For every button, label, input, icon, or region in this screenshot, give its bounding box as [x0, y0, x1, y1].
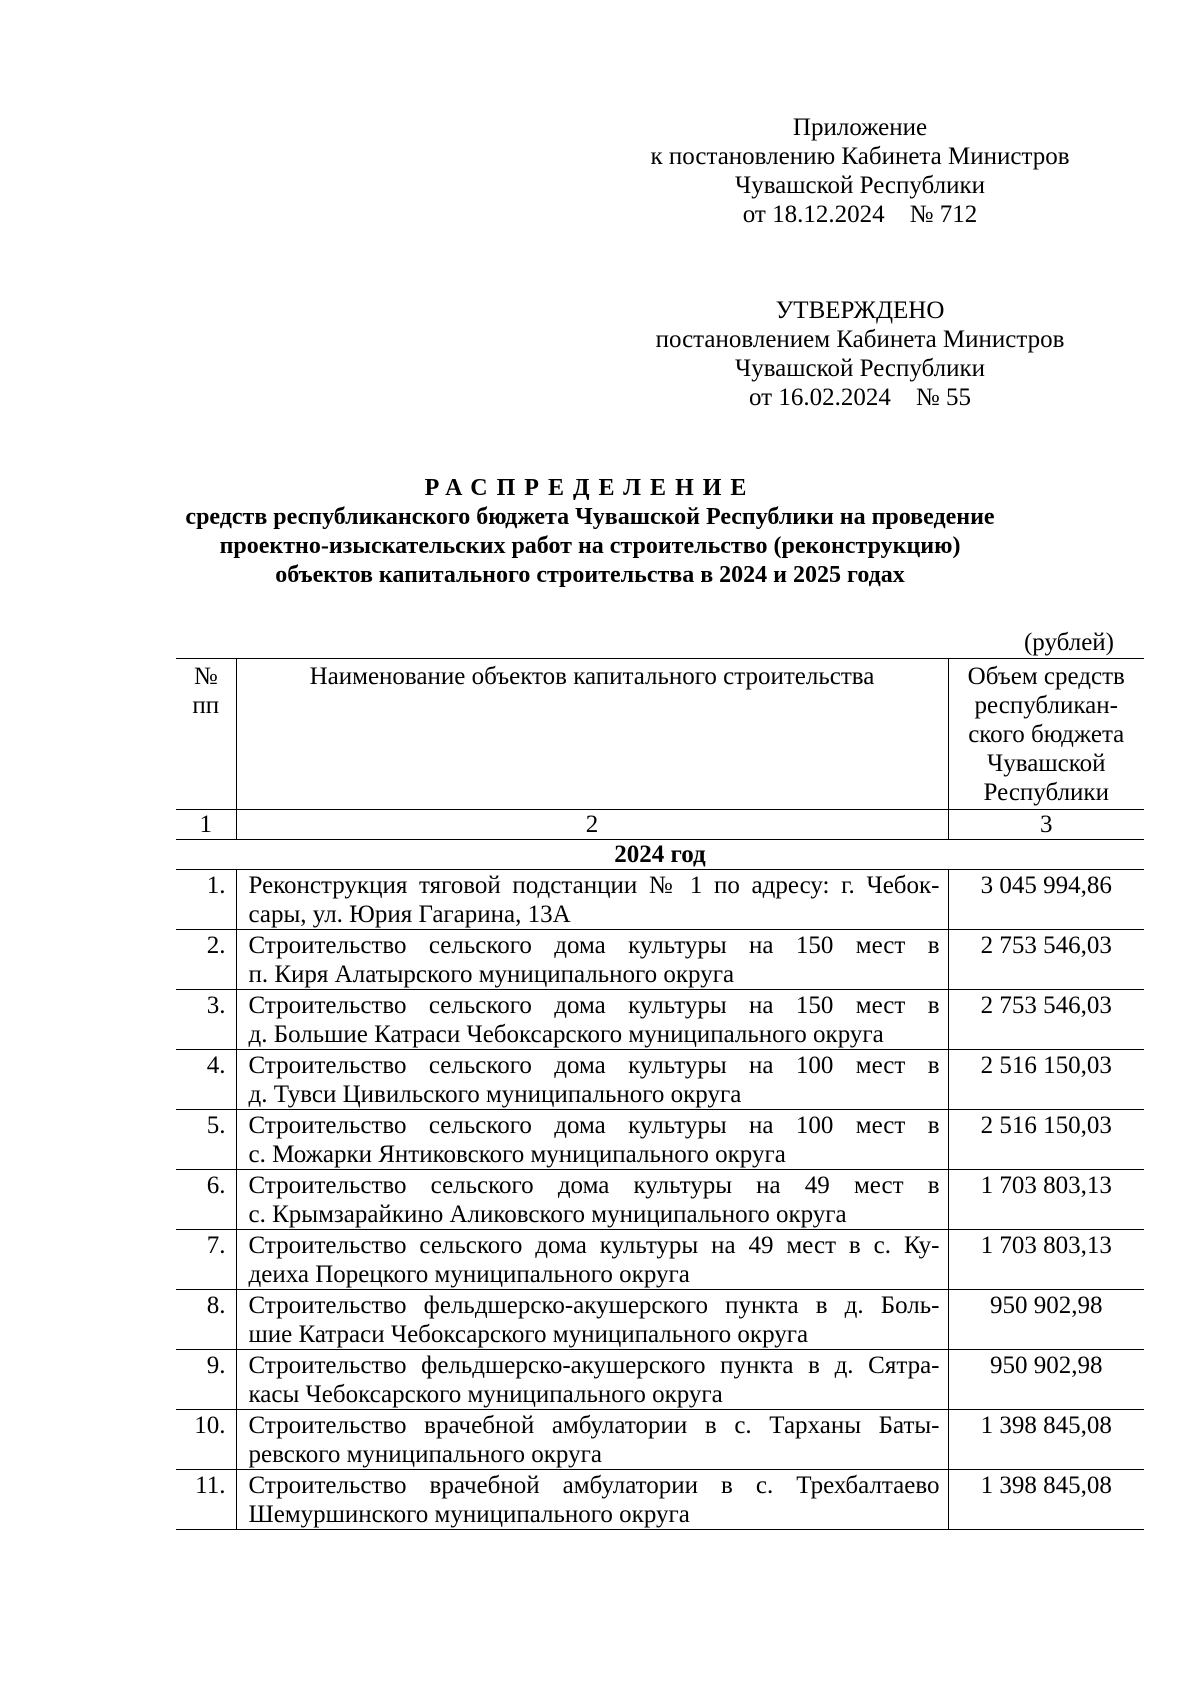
row-object-name-line-2: д. Большие Катраси Чебоксарского муниципального округа [248, 1021, 884, 1048]
row-object-name [236, 1170, 948, 1230]
header-name [236, 659, 948, 810]
header-sum-line-1: Объем средств [967, 663, 1125, 690]
row-object-name-line-2: с. Можарки Янтиковского муниципального округа [248, 1141, 786, 1168]
row-amount: 1 398 845,08 [948, 1470, 1144, 1530]
row-amount: 1 398 845,08 [948, 1410, 1144, 1470]
row-object-name [236, 1050, 948, 1110]
title-line-1: средств республиканского бюджета Чувашской Республики на проведение [185, 504, 995, 530]
row-object-name-line-2: Шемуршинского муниципального округа [248, 1501, 690, 1528]
row-object-name [236, 1110, 948, 1170]
approved-line-3: Чувашской Республики [734, 355, 986, 382]
row-object-name-line-1: Строительство сельского дома культуры на 49 мест в с. Ку- [248, 1232, 940, 1259]
row-amount: 1 703 803,13 [948, 1230, 1144, 1290]
row-object-name-line-2: деиха Порецкого муниципального округа [248, 1261, 690, 1288]
row-object-name-line-1: Строительство фельдшерско-акушерского пункта в д. Боль- [248, 1292, 940, 1319]
table-row [176, 1410, 1144, 1470]
row-object-name-line-1: Строительство врачебной амбулатории в с. Тарханы Баты- [248, 1412, 940, 1439]
approved-block [600, 296, 1120, 412]
table-row [176, 1350, 1144, 1410]
distribution-table [176, 658, 1144, 1530]
row-object-name [236, 1350, 948, 1410]
title-line-2: проектно-изыскательских работ на строительство (реконструкцию) [219, 533, 961, 559]
approved-line-4: от 16.02.2024 № 55 [749, 384, 971, 411]
header-num-line-1: № [193, 663, 218, 690]
column-number-1: 1 [176, 810, 236, 840]
header-num [176, 659, 236, 810]
row-object-name-line-2: д. Тувси Цивильского муниципального округа [248, 1081, 742, 1108]
row-object-name-line-2: с. Крымзарайкино Аликовского муниципального округа [248, 1201, 847, 1228]
appendix-line-1: Приложение [792, 114, 928, 141]
header-sum-line-2: республикан- [974, 692, 1118, 719]
row-object-name [236, 990, 948, 1050]
row-object-name-line-1: Строительство сельского дома культуры на 150 мест в [248, 932, 940, 959]
row-amount: 2 516 150,03 [948, 1110, 1144, 1170]
row-object-name [236, 1290, 948, 1350]
year-label: 2024 год [176, 840, 1144, 870]
row-object-name-line-1: Строительство сельского дома культуры на 100 мест в [248, 1052, 940, 1079]
row-number: 3. [176, 990, 236, 1050]
row-object-name [236, 930, 948, 990]
table-row [176, 1050, 1144, 1110]
column-number-2: 2 [236, 810, 948, 840]
column-number-3: 3 [948, 810, 1144, 840]
row-amount: 950 902,98 [948, 1350, 1144, 1410]
table-row [176, 930, 1144, 990]
row-object-name-line-1: Строительство врачебной амбулатории в с. Трехбалтаево [248, 1472, 940, 1499]
row-number: 1. [176, 870, 236, 930]
table-row [176, 1230, 1144, 1290]
row-amount: 2 753 546,03 [948, 930, 1144, 990]
appendix-line-2: к постановлению Кабинета Министров [650, 143, 1070, 170]
row-number: 4. [176, 1050, 236, 1110]
title-line-3: объектов капитального строительства в 2024 и 2025 годах [275, 562, 905, 588]
row-amount: 2 516 150,03 [948, 1050, 1144, 1110]
row-object-name-line-1: Строительство сельского дома культуры на 100 мест в [248, 1112, 940, 1139]
row-object-name [236, 1410, 948, 1470]
row-object-name-line-1: Реконструкция тяговой подстанции № 1 по адресу: г. Чебок- [248, 872, 940, 899]
column-number-row [176, 810, 1144, 840]
row-object-name-line-2: сары, ул. Юрия Гагарина, 13А [248, 901, 571, 928]
row-number: 7. [176, 1230, 236, 1290]
row-number: 10. [176, 1410, 236, 1470]
row-object-name [236, 1470, 948, 1530]
header-num-line-2: пп [192, 692, 220, 719]
row-number: 6. [176, 1170, 236, 1230]
header-sum-line-4: Чувашской [987, 750, 1106, 777]
appendix-block [600, 113, 1120, 229]
approved-line-1: УТВЕРЖДЕНО [775, 297, 945, 324]
table-row [176, 1470, 1144, 1530]
year-row [176, 840, 1144, 870]
table-row [176, 1170, 1144, 1230]
row-amount: 2 753 546,03 [948, 990, 1144, 1050]
row-number: 8. [176, 1290, 236, 1350]
header-sum [948, 659, 1144, 810]
row-number: 11. [176, 1470, 236, 1530]
row-number: 2. [176, 930, 236, 990]
appendix-line-4: от 18.12.2024 № 712 [742, 201, 978, 228]
header-sum-line-5: Республики [983, 779, 1109, 806]
document-title [160, 474, 1020, 590]
row-object-name-line-2: шие Катраси Чебоксарского муниципального округа [248, 1321, 809, 1348]
title-main: РАСПРЕДЕЛЕНИЕ [424, 475, 756, 501]
table-header-row [176, 659, 1144, 810]
table-row [176, 990, 1144, 1050]
table-row [176, 1290, 1144, 1350]
row-amount: 950 902,98 [948, 1290, 1144, 1350]
header-name-text: Наименование объектов капитального строительства [309, 663, 875, 690]
row-object-name-line-2: п. Киря Алатырского муниципального округа [248, 961, 735, 988]
units-label: (рублей) [1023, 629, 1114, 656]
row-object-name-line-1: Строительство сельского дома культуры на 49 мест в [248, 1172, 940, 1199]
table-row [176, 870, 1144, 930]
row-object-name [236, 870, 948, 930]
row-number: 9. [176, 1350, 236, 1410]
row-number: 5. [176, 1110, 236, 1170]
row-object-name [236, 1230, 948, 1290]
row-object-name-line-2: касы Чебоксарского муниципального округа [248, 1381, 723, 1408]
row-object-name-line-1: Строительство фельдшерско-акушерского пункта в д. Сятра- [248, 1352, 940, 1379]
header-sum-line-3: ского бюджета [968, 721, 1125, 748]
row-object-name-line-2: ревского муниципального округа [248, 1441, 602, 1468]
row-object-name-line-1: Строительство сельского дома культуры на 150 мест в [248, 992, 940, 1019]
row-amount: 3 045 994,86 [948, 870, 1144, 930]
table-row [176, 1110, 1144, 1170]
approved-line-2: постановлением Кабинета Министров [655, 326, 1065, 353]
row-amount: 1 703 803,13 [948, 1170, 1144, 1230]
appendix-line-3: Чувашской Республики [734, 172, 986, 199]
